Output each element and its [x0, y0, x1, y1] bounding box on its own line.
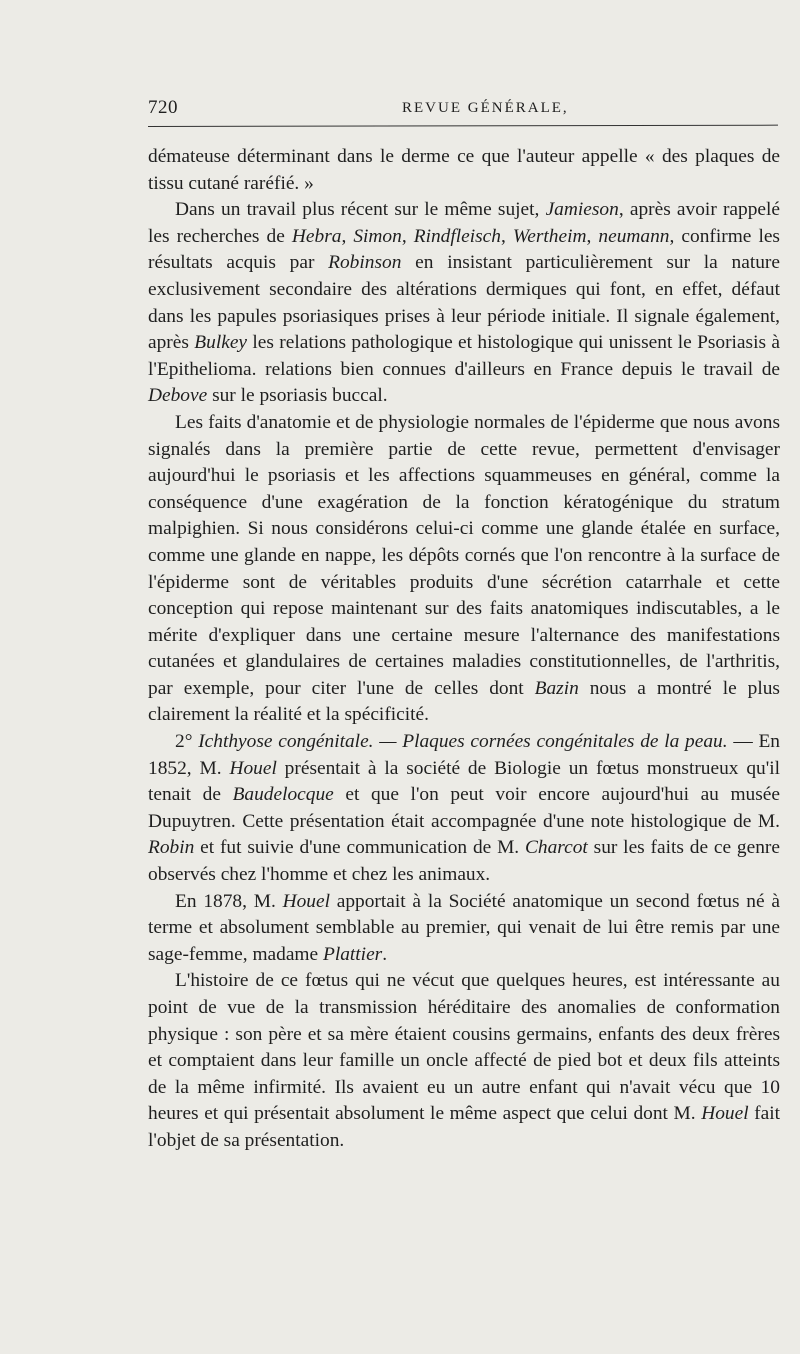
- paragraph: [148, 729, 780, 889]
- italic-text: Houel: [282, 890, 330, 912]
- text-run: fait l'objet de sa présentation.: [148, 1103, 780, 1151]
- text-run: , confirme les résultats acquis par: [148, 225, 780, 274]
- text-run: et que l'on peut voir encore aujourd'hui au musée Dupuytren. Cette présentation était accompagnée d'une note histologique de M.: [148, 784, 780, 832]
- paragraph: [148, 197, 780, 410]
- text-run: sur les faits de ce genre observés chez l'homme et chez les animaux.: [148, 837, 780, 886]
- italic-text: Baudelocque: [232, 784, 334, 806]
- paragraph: [148, 144, 780, 197]
- italic-text: Plattier: [322, 943, 383, 965]
- italic-text: Houel: [701, 1103, 749, 1125]
- italic-text: Bulkey: [194, 332, 248, 354]
- italic-text: Charcot: [524, 837, 588, 859]
- text-run: ,: [586, 225, 599, 247]
- text-run: Dans un travail plus récent sur le même sujet,: [175, 199, 546, 221]
- text-run: L'histoire de ce fœtus qui ne vécut que quelques heures, est intéressante au point de vue de la transmission héréditaire des anomalies de conformation physique : son père et sa mère étaient cousins germains, enfants des deux frères et comptaient dans leur famille un oncle affecté de pied bot et deux fils atteints de la même infirmité. Ils avaient eu un autre enfant qui n'avait vécu que 10 heures et qui présentait absolument le même aspect que celui dont M.: [148, 970, 780, 1125]
- text-run: ,: [500, 225, 513, 247]
- italic-text: Robinson: [328, 252, 402, 274]
- italic-text: Rindfleisch: [413, 225, 501, 247]
- text-run: nous a montré le plus clairement la réalité et la spécificité.: [148, 677, 780, 726]
- paragraph: [148, 968, 780, 1154]
- running-header: [148, 97, 778, 121]
- italic-text: Robin: [148, 837, 195, 859]
- italic-text: Jamieson: [545, 199, 619, 221]
- text-run: , après avoir rappelé les recherches de: [148, 199, 781, 247]
- text-run: et fut suivie d'une communication de M.: [194, 837, 525, 859]
- text-run: 2°: [175, 731, 199, 753]
- italic-text: Ichthyose congénitale. — Plaques cornées congénitales de la peau.: [198, 731, 728, 753]
- italic-text: Bazin: [534, 677, 579, 699]
- paragraph: [148, 889, 780, 969]
- page-number: 720: [148, 97, 178, 118]
- text-run: ,: [401, 225, 414, 247]
- text-run: les relations pathologique et histologique qui unissent le Psoriasis à l'Epithelioma. relations bien connues d'ailleurs en France depuis le travail de: [148, 332, 780, 380]
- italic-text: Simon: [353, 225, 402, 247]
- text-run: En 1878, M.: [175, 890, 283, 912]
- italic-text: Wertheim: [512, 225, 587, 247]
- text-run: sur le psoriasis buccal.: [207, 385, 388, 407]
- italic-text: Debove: [148, 385, 208, 407]
- italic-text: Houel: [229, 757, 277, 779]
- text-run: en insistant particulièrement sur la nature exclusivement secondaire des altérations dermiques qui font, en effet, défaut dans les papules psoriasiques prises à leur période initiale. Il signale également, après: [148, 252, 780, 354]
- italic-text: Hebra: [291, 225, 342, 247]
- italic-text: neumann: [598, 225, 670, 247]
- paragraph: [148, 410, 780, 729]
- text-run: ,: [341, 225, 354, 247]
- text-run: apportait à la Société anatomique un second fœtus né à terme et absolument semblable au premier, qui venait de lui être remis par une sage-femme, madame: [148, 890, 780, 965]
- text-run: — En 1852, M.: [148, 731, 780, 779]
- text-run: Les faits d'anatomie et de physiologie normales de l'épiderme que nous avons signalés dans la première partie de cette revue, permettent d'envisager aujourd'hui le psoriasis et les affections squammeuses en général, comme la conséquence d'une exagération de la fonction kératogénique du stratum malpighien. Si nous considérons celui-ci comme une glande étalée en surface, comme une glande en nappe, les dépôts cornés que l'on rencontre à la surface de l'épiderme sont de véritables produits d'une sécrétion catarrhale et cette conception qui repose maintenant sur des faits anatomiques indiscutables, a le mérite d'expliquer dans une certaine mesure l'alternance des manifestations cutanées et glandulaires de certaines maladies constitutionnelles, de l'arthritis, par exemple, pour citer l'une de celles dont: [148, 411, 780, 699]
- text-run: démateuse déterminant dans le derme ce que l'auteur appelle « des plaques de tissu cutané raréfié. »: [148, 146, 780, 194]
- text-run: .: [382, 943, 388, 965]
- body-text: [148, 144, 780, 1155]
- running-title: REVUE GÉNÉRALE,: [402, 100, 569, 116]
- header-rule: [148, 125, 778, 127]
- text-run: présentait à la société de Biologie un fœtus monstrueux qu'il tenait de: [148, 757, 780, 806]
